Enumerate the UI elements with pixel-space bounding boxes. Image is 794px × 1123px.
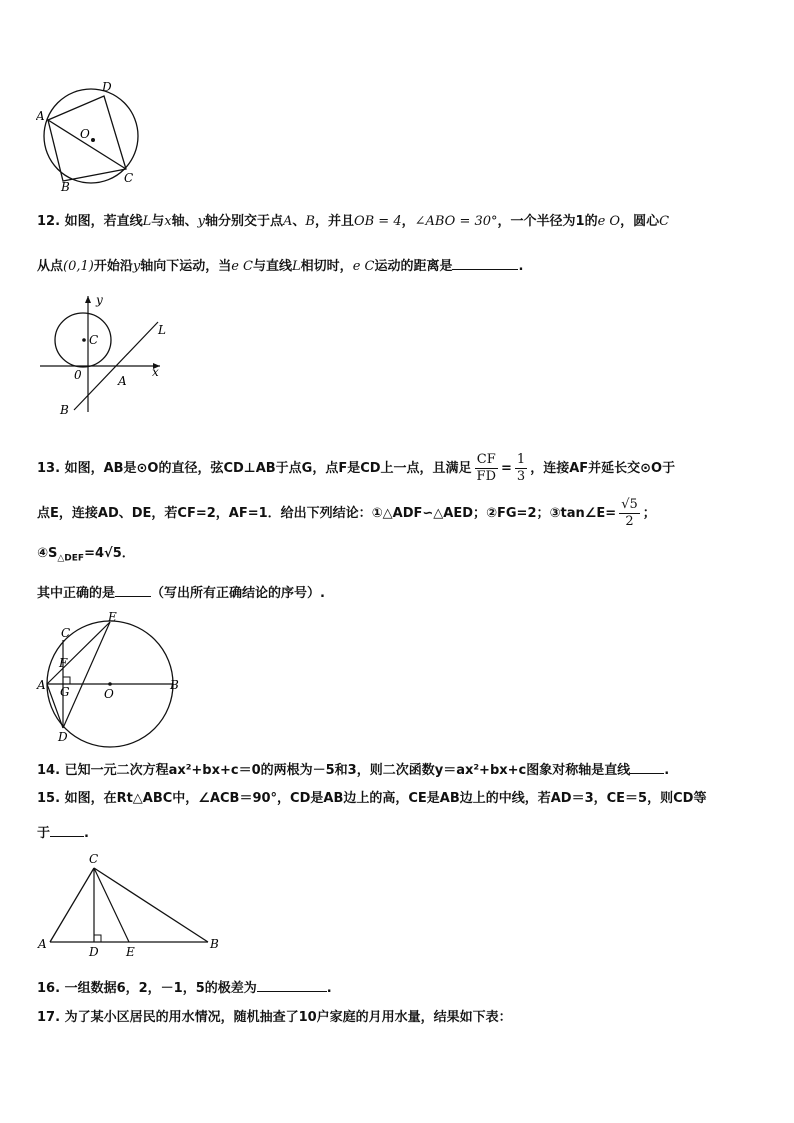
label-O: O xyxy=(80,127,90,141)
answer-blank[interactable] xyxy=(257,977,327,992)
answer-blank[interactable] xyxy=(115,582,151,597)
label-B: B xyxy=(60,403,69,417)
label-C: C xyxy=(124,171,134,185)
label-C: C xyxy=(89,333,99,347)
label-D: D xyxy=(89,945,99,959)
label-D: D xyxy=(102,80,112,94)
figure-circle-quadrilateral xyxy=(36,80,146,192)
label-A: A xyxy=(118,374,127,388)
q13-line3: $④S_{\triangle DEF}=4√5$． xyxy=(37,546,135,564)
label-A: A xyxy=(37,678,46,692)
label-y: y xyxy=(96,293,103,307)
q13-line1: 13. 如图，AB是⊙O的直径，弦CD⊥AB于点G，点F是CD上一点，且满足 $\frac{CF}{FD}$ = $\frac{1}{3}$ ，连接AF并延长交⊙O于 xyxy=(37,452,676,484)
q17-line: 17. 为了某小区居民的用水情况，随机抽查了10户家庭的月用水量，结果如下表： xyxy=(37,1010,512,1025)
answer-blank[interactable] xyxy=(452,255,518,270)
answer-blank[interactable] xyxy=(50,822,84,837)
label-L: L xyxy=(158,323,166,337)
figure-right-triangle xyxy=(36,850,226,962)
q13-line2: 点E，连接AD、DE，若CF=2，AF=1．给出下列结论：①△ADF∽△AED；②FG=2；③tan∠E= $\frac{√5}{2}$ ； xyxy=(37,497,656,529)
q12-line1: 12. 如图，若直线L与x轴、y轴分别交于点A、B，并且OB = 4，∠ABO = 30°，一个半径为1的e O，圆心C xyxy=(37,214,670,229)
q13-line4: 其中正确的是 （写出所有正确结论的序号）. xyxy=(37,582,325,603)
figure-circle-chords xyxy=(34,610,184,750)
label-F: F xyxy=(59,656,68,670)
q14-number: 14. xyxy=(37,763,61,778)
fraction-one-third: $\frac{1}{3}$ xyxy=(516,452,526,484)
q12-number: 12. xyxy=(37,214,61,229)
q15-number: 15. xyxy=(37,791,61,806)
label-B: B xyxy=(210,937,219,951)
figure-axes-line-circle xyxy=(36,288,176,420)
q15-line2: 于 . xyxy=(37,822,89,843)
fraction-cf-fd: $\frac{CF}{FD}$ xyxy=(476,452,496,484)
label-C: C xyxy=(61,626,71,640)
q15-line1: 15. 如图，在Rt△ABC中，∠ACB＝90°，CD是AB边上的高，CE是AB边上的中线，若AD＝3，CE＝5，则CD等 xyxy=(37,791,707,806)
answer-blank[interactable] xyxy=(630,759,664,774)
q16-line: 16. 一组数据6，2，－1，5的极差为 . xyxy=(37,977,332,998)
label-B: B xyxy=(61,180,70,192)
label-E: E xyxy=(108,610,117,624)
q17-number: 17. xyxy=(37,1010,61,1025)
label-B: B xyxy=(170,678,179,692)
label-C: C xyxy=(89,852,99,866)
q12-line2: 从点(0,1)开始沿y轴向下运动，当e C与直线L相切时，e C运动的距离是 . xyxy=(37,255,523,276)
label-x: x xyxy=(152,365,159,379)
label-origin: 0 xyxy=(74,368,82,382)
q14-line: 14. 已知一元二次方程ax²+bx+c＝0的两根为－5和3，则二次函数y＝ax²+bx+c图象对称轴是直线 . xyxy=(37,759,669,780)
label-D: D xyxy=(58,730,68,744)
fraction-tan: $\frac{√5}{2}$ xyxy=(621,497,638,529)
label-E: E xyxy=(126,945,135,959)
label-G: G xyxy=(60,685,70,699)
label-A: A xyxy=(36,109,45,123)
label-A: A xyxy=(38,937,47,951)
label-O: O xyxy=(104,687,114,701)
q13-number: 13. xyxy=(37,461,61,476)
q16-number: 16. xyxy=(37,981,61,996)
